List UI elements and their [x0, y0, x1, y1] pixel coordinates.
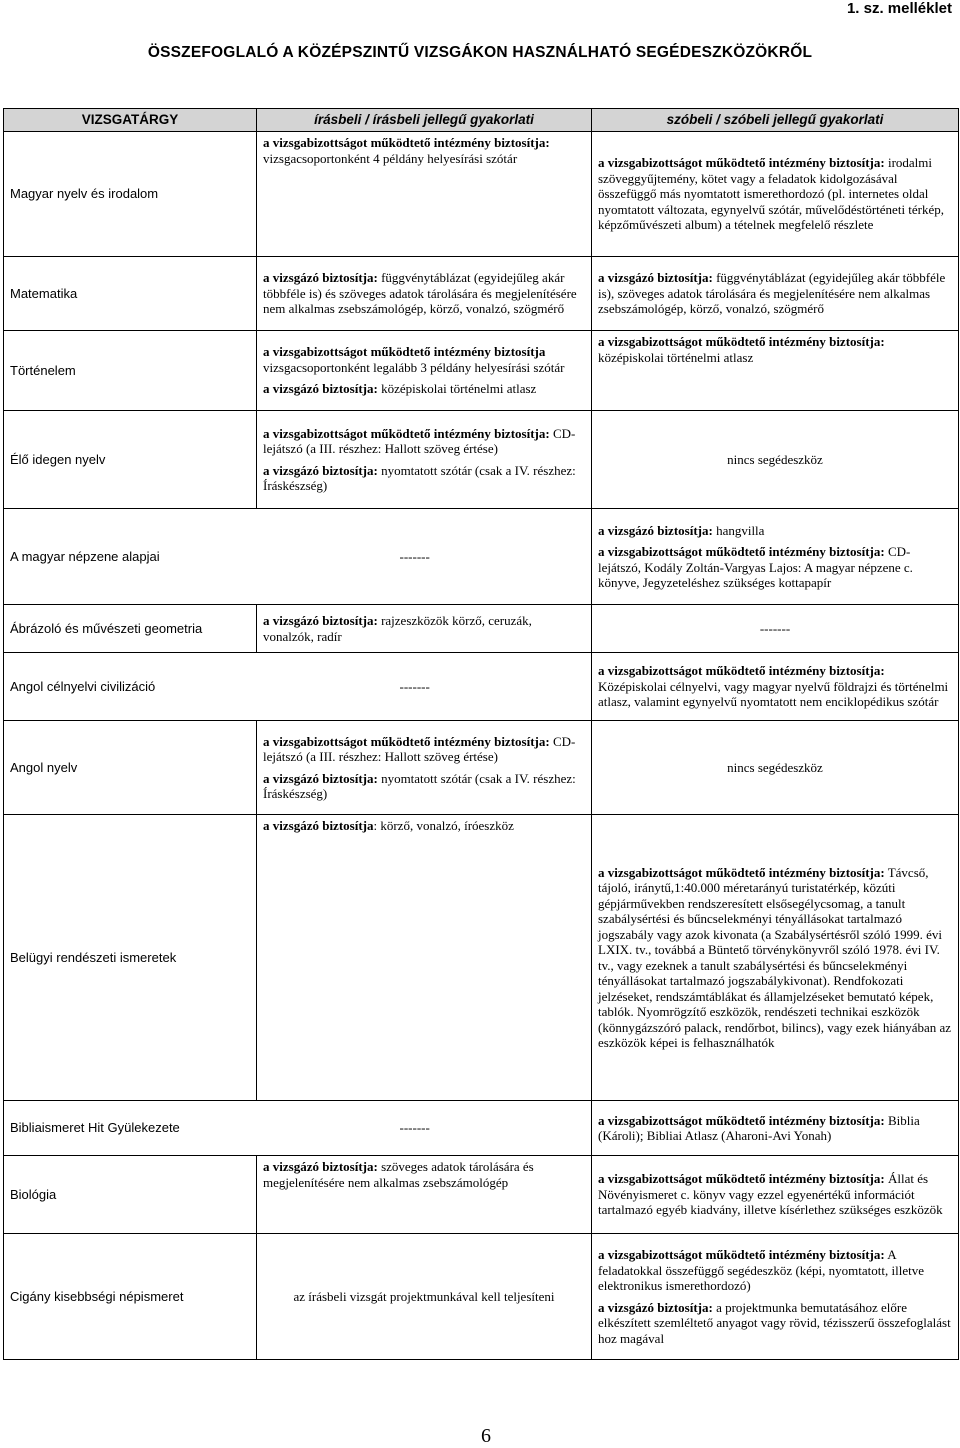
header-oral: szóbeli / szóbeli jellegű gyakorlati	[592, 109, 959, 132]
written-cell: -------	[257, 509, 592, 605]
oral-cell: a vizsgabizottságot működtető intézmény biztosítja: Távcső, tájoló, iránytű,1:40.000 méretarányú turistatérkép, közúti gépjárművekben rendszeresített elsősegélycsomag, a tanult szabálysértési és bűncselekményi tényállásokat tartalmazó jogszabály vagy azok kivonata (a Szabálysértésről szóló 1999. évi LXIX. tv., továbbá a Büntető törvénykönyvről szóló 1978. évi IV. tv., vagy ezeknek a tanult szabálysértési és bűncselekményi tényállásokat tartalmazó jogszabálykivonat). Rendfokozati jelzéseket, rendszámtáblákat és államjelzéseket bemutató képek, tablók. Nyomrögzítő eszközök, rendészeti technikai eszközök (könnygázszóró palack, rendőrbot, bilincs), vagy ezek hiányában az eszközök képei is felhasználhatók	[592, 815, 959, 1101]
subject-cell: Élő idegen nyelv	[4, 411, 257, 509]
written-cell: a vizsgabizottságot működtető intézmény biztosítja: CD-lejátszó (a III. részhez: Hallott szöveg értése) a vizsgázó biztosítja: nyomtatott szótár (csak a IV. részhez: Íráskészség)	[257, 721, 592, 815]
annex-label: 1. sz. melléklet	[846, 0, 952, 17]
subject-cell: Ábrázoló és művészeti geometria	[4, 605, 257, 653]
oral-cell: a vizsgabizottságot működtető intézmény biztosítja: Állat és Növényismeret c. könyv vagy ezzel egyenértékű információt tartalmazó egyéb kiadvány, illetve kísérlethez szükséges eszközök	[592, 1156, 959, 1234]
written-cell: a vizsgabizottságot működtető intézmény biztosítja: CD-lejátszó (a III. részhez: Hallott szöveg értése) a vizsgázó biztosítja: nyomtatott szótár (csak a IV. részhez: Íráskészség)	[257, 411, 592, 509]
oral-cell: -------	[592, 605, 959, 653]
subject-cell: Bibliaismeret Hit Gyülekezete	[4, 1101, 257, 1156]
table-row	[4, 721, 959, 815]
page-number: 6	[481, 1425, 491, 1447]
table-row	[4, 509, 959, 605]
table-row	[4, 1156, 959, 1234]
written-cell: -------	[257, 653, 592, 721]
oral-cell: a vizsgabizottságot működtető intézmény biztosítja: A feladatokkal összefüggő segédeszköz (képi, nyomtatott, illetve elektronikus ismerethordozó) a vizsgázó biztosítja: a projektmunka bemutatásához előre elkészített szemléltető anyagot vagy rövid, tézisszerű összefoglalást hoz magával	[592, 1234, 959, 1360]
table-header-row	[4, 109, 959, 132]
written-cell: a vizsgázó biztosítja: szöveges adatok tárolására és megjelenítésére nem alkalmas zsebszámológép	[257, 1156, 592, 1234]
oral-cell: a vizsgabizottságot működtető intézmény biztosítja: Középiskolai célnyelvi, vagy magyar nyelvű földrajzi és történelmi atlasz, valamint egynyelvű nyomtatott nem enciklopédikus szótár	[592, 653, 959, 721]
table-row	[4, 605, 959, 653]
subject-cell: A magyar népzene alapjai	[4, 509, 257, 605]
subject-cell: Angol nyelv	[4, 721, 257, 815]
header-subject: VIZSGATÁRGY	[4, 109, 257, 132]
written-cell: -------	[257, 1101, 592, 1156]
table-row	[4, 1234, 959, 1360]
subject-cell: Angol célnyelvi civilizáció	[4, 653, 257, 721]
oral-cell: a vizsgabizottságot működtető intézmény biztosítja: irodalmi szöveggyűjtemény, kötet vagy a feladatok kidolgozásával összefüggő más nyomtatott ismerethordozó (pl. internetes oldal nyomtatott változata, egynyelvű szótár, művelődéstörténeti térkép, képzőművészeti album) a tételnek megfelelő részlete	[592, 132, 959, 257]
subject-cell: Belügyi rendészeti ismeretek	[4, 815, 257, 1101]
subject-cell: Történelem	[4, 331, 257, 411]
written-cell: a vizsgabizottságot működtető intézmény biztosítja vizsgacsoportonként legalább 3 példány helyesírási szótár a vizsgázó biztosítja: középiskolai történelmi atlasz	[257, 331, 592, 411]
table-row	[4, 411, 959, 509]
oral-cell: nincs segédeszköz	[592, 721, 959, 815]
subject-cell: Matematika	[4, 257, 257, 331]
table-row	[4, 653, 959, 721]
table-row	[4, 815, 959, 1101]
subject-cell: Cigány kisebbségi népismeret	[4, 1234, 257, 1360]
header-written: írásbeli / írásbeli jellegű gyakorlati	[257, 109, 592, 132]
equipment-table	[3, 108, 959, 1360]
written-cell: a vizsgázó biztosítja: rajzeszközök körző, ceruzák, vonalzók, radír	[257, 605, 592, 653]
subject-cell: Biológia	[4, 1156, 257, 1234]
written-cell: a vizsgabizottságot működtető intézmény biztosítja: vizsgacsoportonként 4 példány helyesírási szótár	[257, 132, 592, 257]
written-cell: a vizsgázó biztosítja: körző, vonalzó, íróeszköz	[257, 815, 592, 1101]
oral-cell: a vizsgabizottságot működtető intézmény biztosítja: középiskolai történelmi atlasz	[592, 331, 959, 411]
table-row	[4, 132, 959, 257]
table-row	[4, 331, 959, 411]
oral-cell: a vizsgázó biztosítja: függvénytáblázat (egyidejűleg akár többféle is), szöveges adatok tárolására és megjelenítésére nem alkalmas zsebszámológép, körző, vonalzó, szögmérő	[592, 257, 959, 331]
subject-cell: Magyar nyelv és irodalom	[4, 132, 257, 257]
written-cell: a vizsgázó biztosítja: függvénytáblázat (egyidejűleg akár többféle is) és szöveges adatok tárolására és megjelenítésére nem alkalmas zsebszámológép, körző, vonalzó, szögmérő	[257, 257, 592, 331]
oral-cell: nincs segédeszköz	[592, 411, 959, 509]
page-title: ÖSSZEFOGLALÓ A KÖZÉPSZINTŰ VIZSGÁKON HASZNÁLHATÓ SEGÉDESZKÖZÖKRŐL	[147, 44, 813, 61]
table-row	[4, 1101, 959, 1156]
table-row	[4, 257, 959, 331]
oral-cell: a vizsgabizottságot működtető intézmény biztosítja: Biblia (Károli); Bibliai Atlasz (Aharoni-Avi Yonah)	[592, 1101, 959, 1156]
written-cell: az írásbeli vizsgát projektmunkával kell teljesíteni	[257, 1234, 592, 1360]
oral-cell: a vizsgázó biztosítja: hangvilla a vizsgabizottságot működtető intézmény biztosítja: CD-lejátszó, Kodály Zoltán-Vargyas Lajos: A magyar népzene c. könyve, Jegyzeteléshez szükséges kottapapír	[592, 509, 959, 605]
